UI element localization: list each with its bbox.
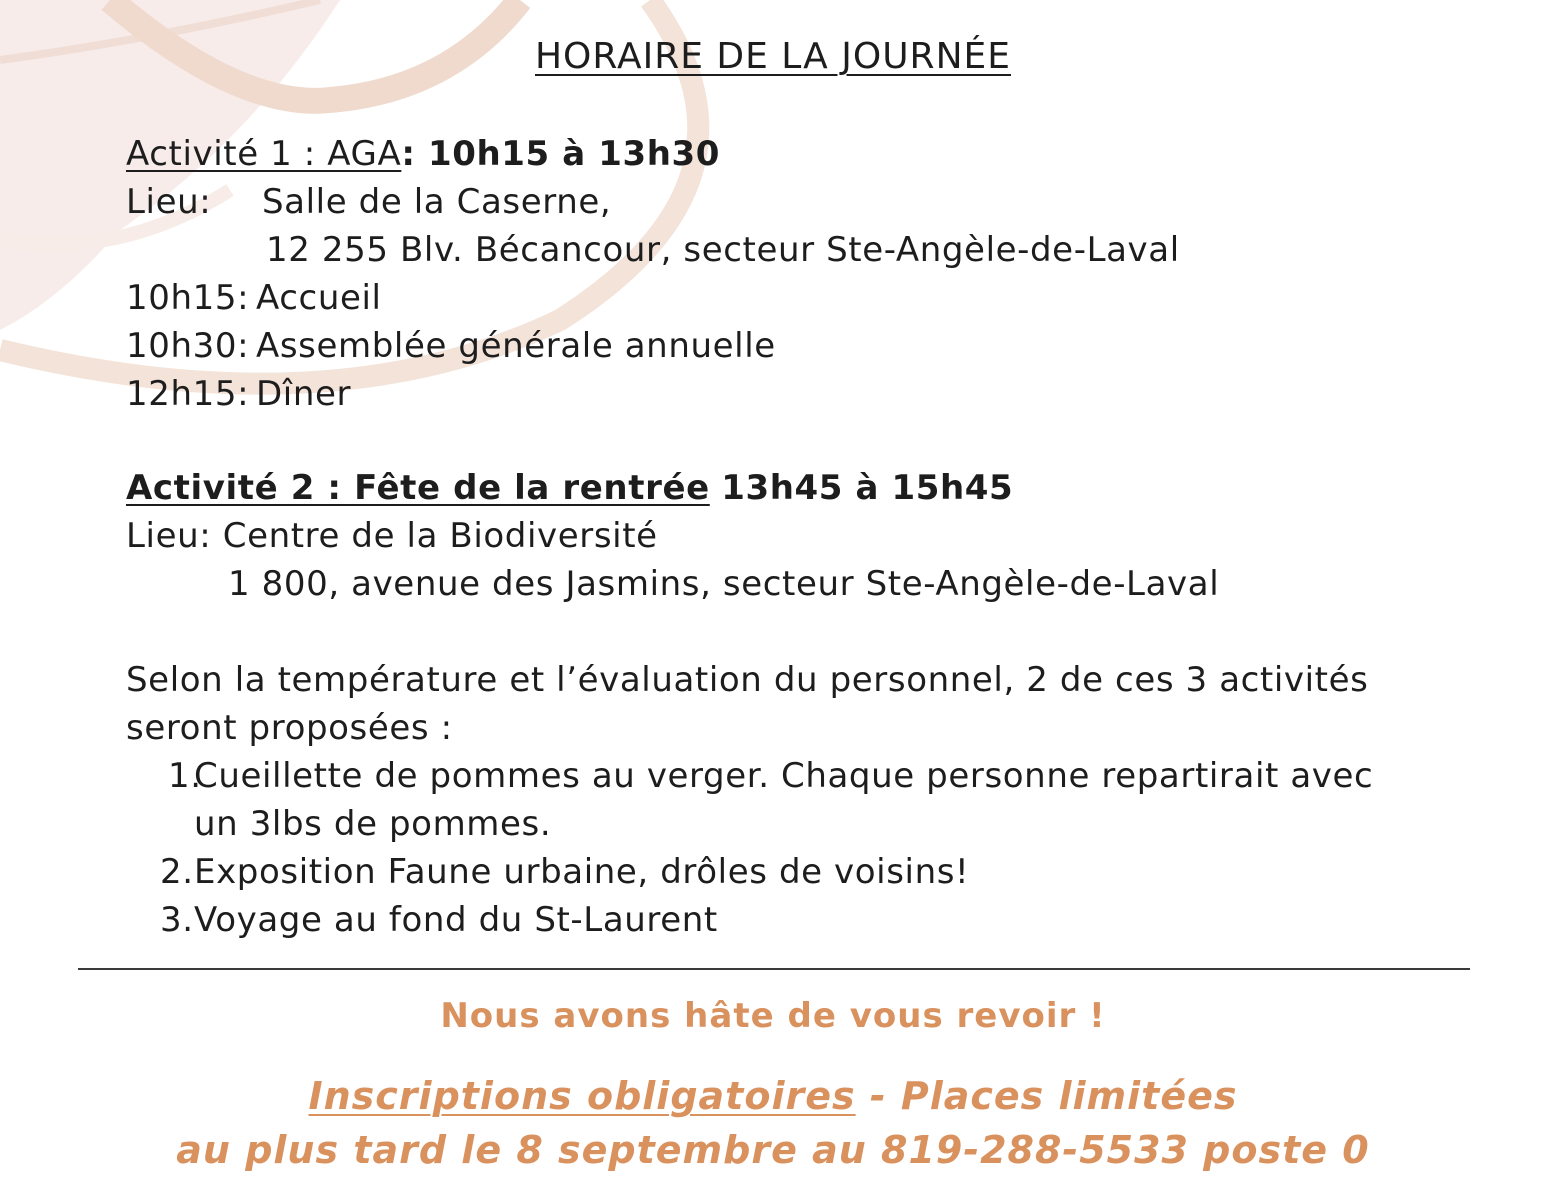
registration-rest: - Places limitées xyxy=(855,1074,1238,1118)
activity-2-time: 13h45 à 15h45 xyxy=(721,468,1014,508)
activity-2-location-address: 1 800, avenue des Jasmins, secteur Ste-Angèle-de-Laval xyxy=(228,564,1220,604)
activity-1-location-address: 12 255 Blv. Bécancour, secteur Ste-Angèle-de-Laval xyxy=(266,230,1180,270)
section-divider xyxy=(78,968,1470,970)
registration-deadline: au plus tard le 8 septembre au 819-288-5533 poste 0 xyxy=(176,1128,1370,1172)
activity-2-location-label: Lieu: xyxy=(126,516,212,556)
activity-1-location-label: Lieu: xyxy=(126,182,212,222)
schedule-time-1: 10h15: xyxy=(126,278,250,318)
selection-intro-line-2: seront proposées : xyxy=(126,708,453,748)
activity-2-location-line xyxy=(126,516,658,556)
page-title: HORAIRE DE LA JOURNÉE xyxy=(534,36,1011,77)
option-1-text-continued: un 3lbs de pommes. xyxy=(194,804,552,844)
registration-emphasis: Inscriptions obligatoires xyxy=(308,1074,856,1118)
activity-2-title: Activité 2 : Fête de la rentrée xyxy=(126,468,710,508)
schedule-item-2: Assemblée générale annuelle xyxy=(256,326,776,366)
closing-greeting: Nous avons hâte de vous revoir ! xyxy=(440,996,1106,1036)
schedule-item-3: Dîner xyxy=(256,374,352,414)
option-3-text: Voyage au fond du St-Laurent xyxy=(194,900,718,940)
option-2-number: 2. xyxy=(160,852,194,892)
schedule-time-3: 12h15: xyxy=(126,374,250,414)
selection-intro-line-1: Selon la température et l’évaluation du personnel, 2 de ces 3 activités xyxy=(126,660,1369,700)
option-1-number: 1. xyxy=(168,756,202,796)
activity-1-title: Activité 1 : AGA xyxy=(126,134,402,174)
option-1-text: Cueillette de pommes au verger. Chaque personne repartirait avec xyxy=(194,756,1374,796)
activity-1-heading-line xyxy=(126,134,720,174)
activity-1-time: : 10h15 à 13h30 xyxy=(401,134,721,174)
schedule-time-2: 10h30: xyxy=(126,326,250,366)
option-2-text: Exposition Faune urbaine, drôles de voisins! xyxy=(194,852,970,892)
registration-line xyxy=(0,1074,1546,1118)
activity-2-heading-line xyxy=(126,468,1013,508)
option-3-number: 3. xyxy=(160,900,194,940)
schedule-item-1: Accueil xyxy=(256,278,382,318)
activity-2-location-name: Centre de la Biodiversité xyxy=(222,516,658,556)
activity-1-location-name: Salle de la Caserne, xyxy=(262,182,612,222)
